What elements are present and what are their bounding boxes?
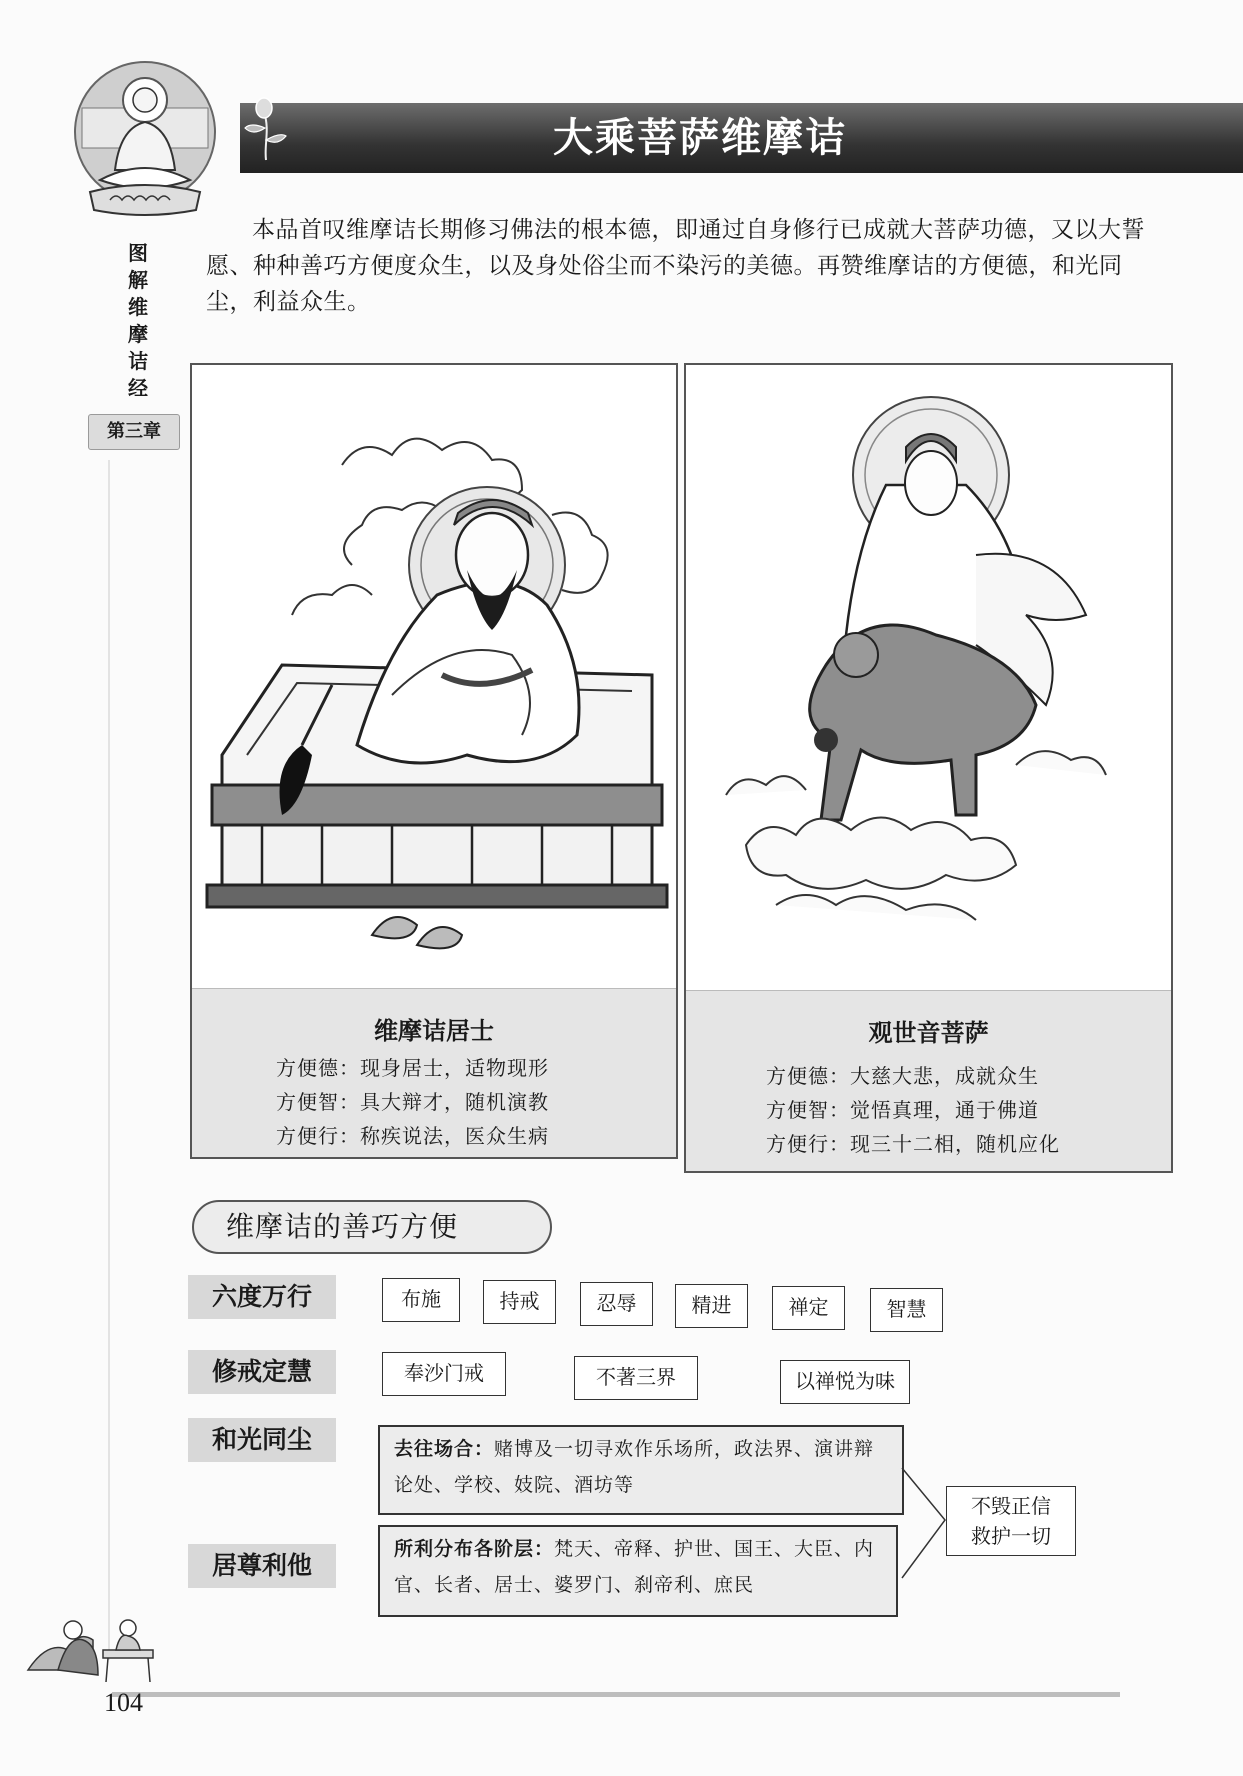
book-title-vertical <box>118 240 158 402</box>
row-label-benefit: 居尊利他 <box>188 1544 336 1588</box>
vimalakirti-illustration <box>192 365 676 985</box>
caption-title: 维摩诘居士 <box>374 1016 494 1045</box>
book-title-char: 解 <box>128 268 148 292</box>
guanyin-illustration <box>686 365 1171 990</box>
book-title-char: 经 <box>128 376 148 400</box>
page-number: 104 <box>104 1688 143 1717</box>
perfection-box: 持戒 <box>483 1280 556 1324</box>
book-title-char: 诘 <box>128 349 148 373</box>
perfection-box: 精进 <box>675 1284 748 1328</box>
connector-bracket <box>900 1460 950 1590</box>
row-label-precepts: 修戒定慧 <box>188 1350 336 1394</box>
guanyin-caption <box>686 990 1171 1171</box>
lotus-sprig-icon <box>240 96 290 162</box>
vimalakirti-caption <box>192 988 676 1157</box>
caption-line: 方便行：称疾说法，医众生病 <box>276 1124 549 1148</box>
perfection-box: 禅定 <box>772 1286 845 1330</box>
caption-line: 方便智：觉悟真理，通于佛道 <box>766 1098 1039 1122</box>
perfection-box: 布施 <box>382 1278 460 1322</box>
venues-box <box>378 1425 904 1515</box>
row-label-six-perfections: 六度万行 <box>188 1275 336 1319</box>
row-label-blending: 和光同尘 <box>188 1418 336 1462</box>
chapter-tab: 第三章 <box>88 414 180 450</box>
venues-head: 去往场合： <box>394 1438 495 1460</box>
caption-line: 方便智：具大辩才，随机演教 <box>276 1090 549 1114</box>
caption-title: 观世音菩萨 <box>868 1018 989 1047</box>
beneficiaries-box <box>378 1525 898 1617</box>
guanyin-panel <box>684 363 1173 1173</box>
perfection-box: 智慧 <box>870 1288 943 1332</box>
venues-text: 赌博及一切寻欢作乐场所，政法界、演讲辩论处、学校、妓院、酒坊等 <box>394 1438 875 1496</box>
caption-line: 方便德：大慈大悲，成就众生 <box>766 1064 1039 1088</box>
margin-rule <box>108 460 110 1660</box>
result-line: 不毁正信 <box>971 1494 1051 1518</box>
precept-box: 不著三界 <box>574 1356 698 1400</box>
caption-line: 方便德：现身居士，适物现形 <box>276 1056 549 1080</box>
page-title: 大乘菩萨维摩诘 <box>553 115 847 161</box>
vimalakirti-panel <box>190 363 678 1159</box>
precept-box: 以禅悦为味 <box>780 1360 910 1404</box>
book-title-char: 维 <box>128 295 148 319</box>
beneficiaries-head: 所利分布各阶层： <box>394 1538 555 1560</box>
precept-box: 奉沙门戒 <box>382 1352 506 1396</box>
footer-rule <box>112 1692 1120 1697</box>
book-title-char: 摩 <box>128 322 148 346</box>
perfection-box: 忍辱 <box>580 1282 653 1326</box>
beneficiaries-text: 梵天、帝释、护世、国王、大臣、内官、长者、居士、婆罗门、刹帝利、庶民 <box>394 1538 875 1596</box>
caption-line: 方便行：现三十二相，随机应化 <box>766 1132 1060 1156</box>
buddha-medallion-icon <box>60 60 230 230</box>
intro-paragraph: 本品首叹维摩诘长期修习佛法的根本德，即通过自身修行已成就大菩萨功德，又以大誓愿、种种善巧方便度众生，以及身处俗尘而不染污的美德。再赞维摩诘的方便德，和光同尘，利益众生。 <box>206 217 1145 315</box>
result-box <box>946 1486 1076 1556</box>
book-title-char: 图 <box>128 241 148 265</box>
scholars-scene-icon <box>18 1600 158 1690</box>
section-heading: 维摩诘的善巧方便 <box>192 1200 552 1254</box>
result-line: 救护一切 <box>971 1524 1051 1548</box>
